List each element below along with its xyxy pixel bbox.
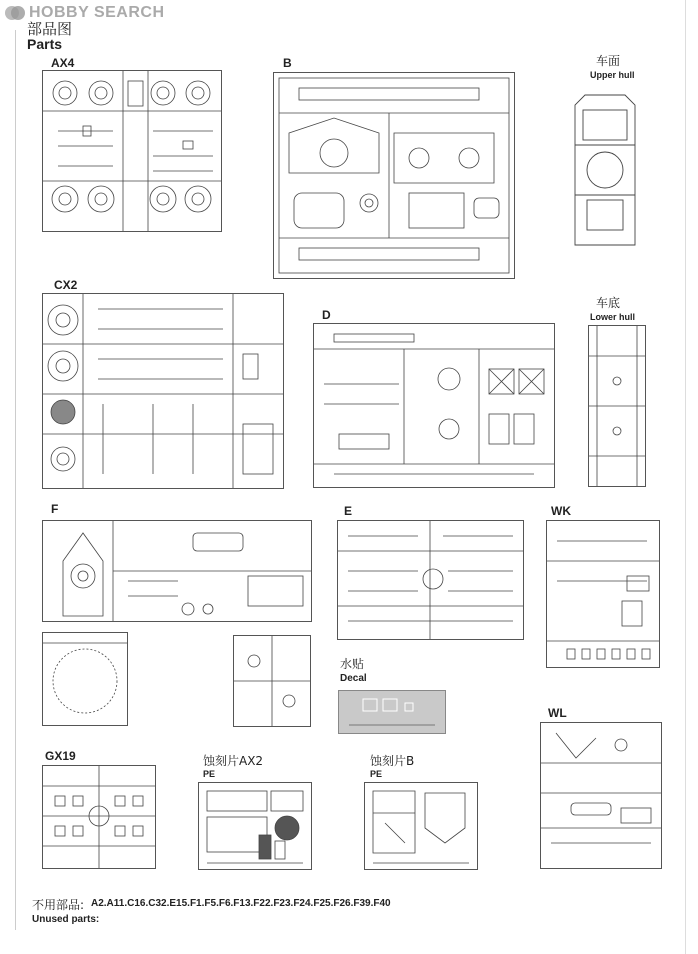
decal-sheet-drawing: [339, 691, 445, 733]
pe-ax2-label-en: PE: [203, 769, 216, 779]
sprue-ax4-drawing: [43, 71, 221, 231]
sprue-ax4: [42, 70, 222, 232]
page-edge-line: [15, 30, 16, 930]
sprue-label-wk: WK: [551, 504, 571, 518]
lower-hull-drawing: [589, 326, 645, 486]
decal-sheet: [338, 690, 446, 734]
upper-hull-label-cn: 车面: [596, 54, 621, 68]
sprue-wk: [546, 520, 660, 668]
unused-parts-list: A2.A11.C16.C32.E15.F1.F5.F6.F13.F22.F23.F24.F25.F26.F39.F40: [91, 898, 391, 909]
pe-ax2-label-cn: 蚀刻片AX2: [203, 754, 264, 768]
sprue-label-cx2: CX2: [54, 278, 78, 292]
pe-b-label-cn: 蚀刻片B: [370, 754, 415, 768]
sprue-cx2: [42, 293, 284, 489]
sprue-d: [313, 323, 555, 488]
pe-b-sheet: [364, 782, 478, 870]
hobby-search-logo-icon: [4, 5, 26, 21]
sprue-label-e: E: [344, 504, 353, 518]
pe-b-drawing: [365, 783, 477, 869]
upper-hull: [565, 85, 645, 255]
page-title-en: Parts: [27, 36, 63, 52]
page-title-cn: 部品图: [27, 20, 73, 38]
sprue-b-drawing: [274, 73, 514, 278]
pe-ax2-drawing: [199, 783, 311, 869]
sprue-label-f: F: [51, 502, 59, 516]
lower-hull: [588, 325, 646, 487]
pe-ax2-sheet: [198, 782, 312, 870]
unused-parts-label-cn: 不用部品:: [32, 898, 85, 912]
upper-hull-label-en: Upper hull: [590, 70, 635, 80]
sprue-label-wl: WL: [548, 706, 567, 720]
sprue-wl-drawing: [541, 723, 661, 868]
watermark-text: HOBBY SEARCH: [29, 4, 165, 21]
pe-b-label-en: PE: [370, 769, 383, 779]
sprue-label-b: B: [283, 56, 292, 70]
decal-label-cn: 水贴: [340, 657, 365, 671]
lower-hull-label-cn: 车底: [596, 296, 621, 310]
sprue-wl: [540, 722, 662, 869]
sprue-f-ring: [42, 632, 128, 726]
sprue-wk-drawing: [547, 521, 659, 667]
sprue-f-top: [42, 520, 312, 622]
upper-hull-drawing: [565, 85, 645, 255]
sprue-e-drawing: [338, 521, 523, 639]
lower-hull-label-en: Lower hull: [590, 312, 635, 322]
sprue-label-gx19: GX19: [45, 749, 76, 763]
unused-parts-label-en: Unused parts:: [32, 914, 100, 925]
sprue-gx19-drawing: [43, 766, 155, 868]
sprue-f-top-drawing: [43, 521, 311, 621]
sprue-label-ax4: AX4: [51, 56, 75, 70]
sprue-f-corner-drawing: [234, 636, 310, 726]
page-edge-line-right: [685, 0, 686, 954]
sprue-label-d: D: [322, 308, 331, 322]
sprue-gx19: [42, 765, 156, 869]
sprue-f-ring-drawing: [43, 633, 127, 725]
sprue-f-corner: [233, 635, 311, 727]
sprue-cx2-drawing: [43, 294, 283, 488]
decal-label-en: Decal: [340, 673, 367, 684]
sprue-d-drawing: [314, 324, 554, 487]
sprue-b: [273, 72, 515, 279]
sprue-e: [337, 520, 524, 640]
